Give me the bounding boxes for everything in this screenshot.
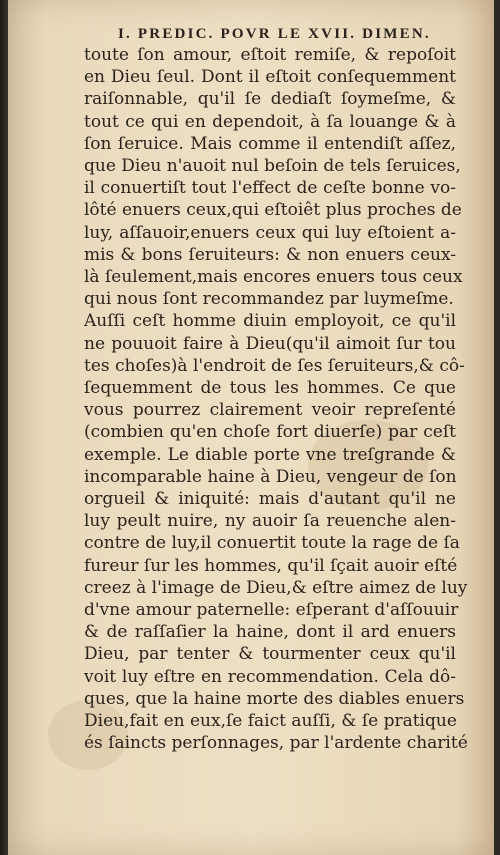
text-line: (combien qu'en choſe fort diuerſe) par ceſt bbox=[84, 422, 456, 443]
text-line: contre de luy,il conuertit toute la rage de ſa bbox=[84, 533, 460, 554]
text-line: en Dieu ſeul. Dont il eſtoit conſequemment bbox=[84, 67, 456, 88]
text-line: Dieu,fait en eux,ſe faict auſſi, & ſe pratique bbox=[84, 711, 457, 732]
text-line: & de raſſaſier la haine, dont il ard enuers bbox=[84, 622, 456, 643]
text-line: ne pouuoit faire à Dieu(qu'il aimoit ſur tou bbox=[84, 333, 456, 354]
text-line: il conuertiſt tout l'effect de ceſte bonne vo- bbox=[84, 178, 456, 199]
text-line: toute ſon amour, eſtoit remiſe, & repoſoit bbox=[84, 45, 456, 65]
body-text bbox=[84, 44, 484, 755]
text-line: incomparable haine à Dieu, vengeur de ſon bbox=[84, 466, 457, 487]
text-line: là ſeulement,mais encores enuers tous ceux bbox=[84, 267, 463, 288]
text-line: exemple. Le diable porte vne treſgrande & bbox=[84, 444, 456, 465]
text-line: orgueil & iniquité: mais d'autant qu'il ne bbox=[84, 489, 456, 510]
text-line: vous pourrez clairement veoir repreſenté bbox=[84, 400, 456, 421]
text-line: luy peult nuire, ny auoir ſa reuenche alen- bbox=[84, 511, 456, 532]
text-line: que Dieu n'auoit nul beſoin de tels ſeruices, bbox=[84, 156, 461, 177]
text-line: tes choſes)à l'endroit de ſes ſeruiteurs,& cô- bbox=[84, 355, 465, 376]
page-text-block bbox=[84, 24, 484, 755]
text-line: qui nous ſont recommandez par luymeſme. bbox=[84, 289, 454, 310]
text-line: fureur ſur les hommes, qu'il ſçait auoir eſté bbox=[84, 555, 458, 576]
text-line: Auſſi ceſt homme diuin employoit, ce qu'il bbox=[84, 311, 456, 332]
text-line: raiſonnable, qu'il ſe dediaſt ſoymeſme, & bbox=[84, 89, 456, 110]
text-line: voit luy eſtre en recommendation. Cela dô- bbox=[84, 666, 456, 687]
text-line: ques, que la haine morte des diables enuers bbox=[84, 688, 465, 709]
text-line: tout ce qui en dependoit, à ſa louange & à bbox=[84, 111, 456, 132]
running-head: I. PREDIC. POVR LE XVII. DIMEN. bbox=[118, 26, 431, 42]
text-line: luy, aſſauoir,enuers ceux qui luy eſtoient a- bbox=[84, 222, 456, 243]
text-line: mis & bons ſeruiteurs: & non enuers ceux- bbox=[84, 244, 456, 265]
text-line: ſon ſeruice. Mais comme il entendiſt aſſez, bbox=[84, 133, 456, 154]
text-line: és ſaincts perſonnages, par l'ardente charité bbox=[84, 733, 468, 754]
text-line: Dieu, par tenter & tourmenter ceux qu'il bbox=[84, 644, 456, 665]
text-line: d'vne amour paternelle: eſperant d'aſſouuir bbox=[84, 600, 459, 621]
text-line: ſequemment de tous les hommes. Ce que bbox=[84, 378, 456, 399]
book-gutter-shadow bbox=[0, 0, 8, 855]
text-line: creez à l'image de Dieu,& eſtre aimez de luy bbox=[84, 577, 468, 598]
text-line: lôté enuers ceux,qui eſtoiêt plus proches de bbox=[84, 200, 462, 221]
